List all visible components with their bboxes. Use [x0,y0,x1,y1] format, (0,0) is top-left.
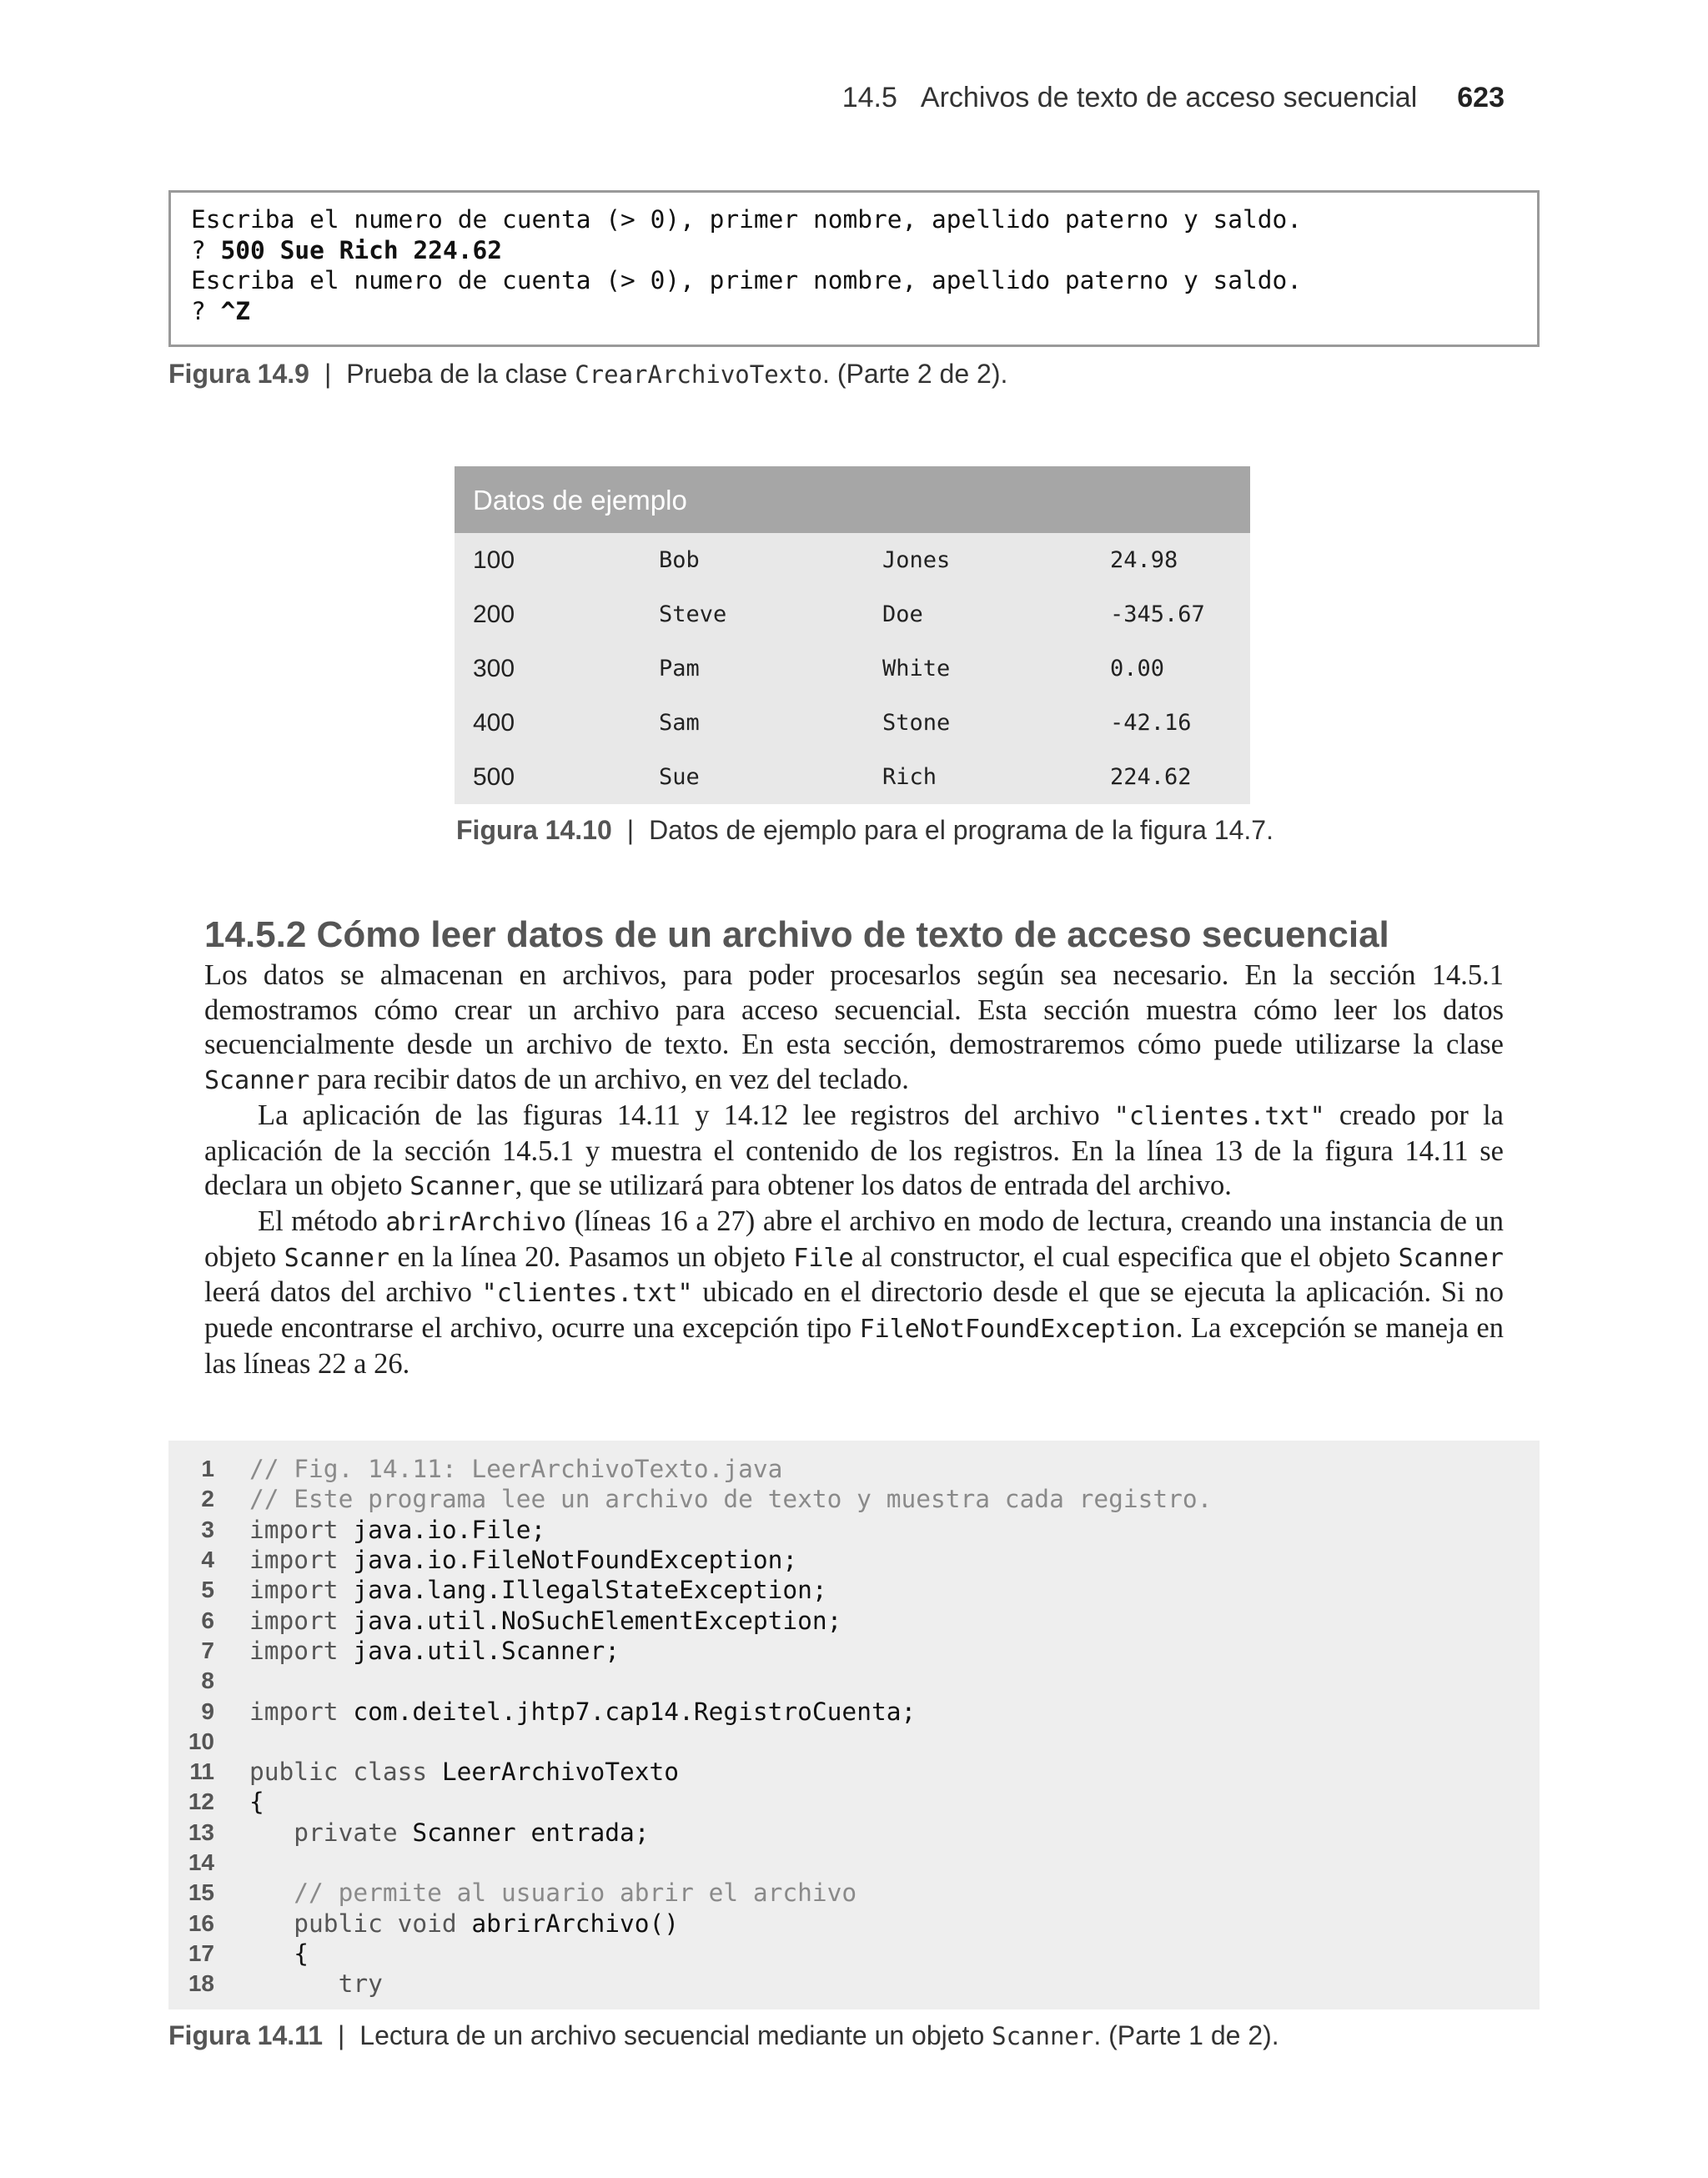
code-comment: // Este programa lee un archivo de texto y muestra cada registro. [249,1485,1213,1514]
code-line [168,1727,1540,1757]
console-line [191,235,1517,266]
code-keyword: import [249,1546,339,1575]
code-keyword: public void [249,1909,457,1938]
console-line [191,265,1517,296]
line-number: 5 [201,1577,214,1603]
code-line [168,1696,1540,1726]
caption-code: CrearArchivoTexto [575,360,823,389]
inline-code: Scanner [204,1066,310,1096]
line-number: 1 [201,1456,214,1482]
console-line [191,204,1517,235]
inline-code: "clientes.txt" [1113,1101,1325,1131]
page-number: 623 [1457,82,1505,113]
inline-code: Scanner [284,1243,390,1273]
text-run: Los datos se almacenan en archivos, para poder procesarlos según sea necesario. En la sección 14.5.1 demostramos cómo crear un archivo para acceso secuencial. Esta sección muestra cómo leer los datos secuencialmente desde un archivo de texto. En esta sección, demostraremos cómo puede utilizarse la clase [204,959,1504,1061]
code-rest: java.io.File; [338,1515,546,1544]
code-keyword: import [249,1636,339,1665]
inline-code: abrirArchivo [385,1207,567,1237]
figure-14-10-caption: Figura 14.10 | Datos de ejemplo para el programa de la figura 14.7. [456,815,1273,845]
code-line [168,1818,1540,1848]
code-text [249,1939,309,1968]
table-title: Datos de ejemplo [455,466,1250,533]
code-listing [168,1441,1540,2009]
paragraph [204,1099,1504,1205]
code-rest: { [249,1939,309,1968]
code-rest: java.util.Scanner; [338,1636,620,1665]
table-cell: White [882,656,951,682]
table-row [455,750,1250,804]
code-text [249,1516,545,1544]
line-number: 7 [201,1637,214,1663]
paragraph [204,1205,1504,1382]
table-cell: Stone [882,710,951,736]
text-run: , que se utilizará para obtener los datos de entrada del archivo. [515,1169,1232,1202]
console-line [191,296,1517,327]
code-keyword: import [249,1515,339,1544]
running-head [167,82,1505,114]
code-line [168,1605,1540,1635]
code-line [168,1636,1540,1666]
code-keyword: public class [249,1758,428,1787]
console-prompt: ? [191,296,221,325]
figure-label: Figura 14.11 [168,2020,323,2050]
caption-text: . (Parte 2 de 2). [822,359,1008,389]
inline-code: Scanner [409,1172,515,1202]
table-cell: 0.00 [1110,656,1165,682]
code-text [249,1485,1212,1513]
sample-data-table [455,466,1250,804]
code-text [249,1758,679,1786]
caption-text: Datos de ejemplo para el programa de la figura 14.7. [649,815,1273,845]
code-rest: java.io.FileNotFoundException; [338,1546,798,1575]
table-cell: 400 [473,708,515,737]
code-comment: // Fig. 14.11: LeerArchivoTexto.java [249,1455,783,1484]
table-cell: Jones [882,547,951,573]
paragraph [204,958,1504,1099]
text-run: en la línea 20. Pasamos un objeto [389,1240,794,1273]
code-rest: com.deitel.jhtp7.cap14.RegistroCuenta; [338,1697,917,1726]
figure-label: Figura 14.10 [456,815,612,845]
table-cell: Rich [882,764,937,790]
table-cell: -42.16 [1110,710,1192,736]
text-run: creado por la aplicación de la sección 14.5.1 y muestra el contenido de los registros. En la línea 13 de la figura 14.11 se declara un objeto [204,1099,1504,1202]
text-run: . La excepción se maneja en las líneas 22 a 26. [204,1312,1504,1380]
section-heading: 14.5.2 Cómo leer datos de un archivo de texto de acceso secuencial [204,914,1389,955]
code-rest [249,1879,294,1907]
line-number: 14 [188,1849,214,1875]
text-run: para recibir datos de un archivo, en vez del teclado. [309,1064,909,1096]
code-line [168,1848,1540,1878]
line-number: 11 [189,1758,214,1785]
caption-text: Lectura de un archivo secuencial mediante un objeto [359,2020,992,2050]
code-rest: java.lang.IllegalStateException; [338,1576,827,1605]
line-number: 2 [201,1486,214,1512]
console-user-input: 500 Sue Rich 224.62 [220,235,502,264]
text-run: El método [258,1205,386,1237]
code-line [168,1545,1540,1575]
line-number: 16 [188,1909,214,1936]
code-rest: Scanner entrada; [397,1818,650,1847]
console-line-text: Escriba el numero de cuenta (> 0), primer nombre, apellido paterno y saldo. [191,266,1303,294]
code-line [168,1757,1540,1787]
code-rest: LeerArchivoTexto [427,1758,680,1787]
table-cell: 300 [473,654,515,682]
code-line [168,1515,1540,1545]
code-keyword: private [249,1818,398,1847]
table-row [455,696,1250,750]
line-number: 17 [188,1939,214,1966]
code-keyword: import [249,1697,339,1726]
inline-code: "clientes.txt" [481,1279,693,1309]
table-cell: Pam [659,656,700,682]
table-row [455,533,1250,587]
text-run: La aplicación de las figuras 14.11 y 14.12 lee registros del archivo [258,1099,1114,1131]
line-number: 12 [188,1788,214,1815]
table-cell: Doe [882,601,923,627]
code-line [168,1666,1540,1696]
caption-text: . (Parte 1 de 2). [1093,2020,1279,2050]
console-prompt: ? [191,235,221,264]
code-rest: { [249,1788,264,1817]
line-number: 9 [201,1698,214,1724]
table-cell: Bob [659,547,700,573]
header-section-number: 14.5 [841,82,897,113]
table-cell: 24.98 [1110,547,1178,573]
code-line [168,1575,1540,1605]
figure-14-11-caption: Figura 14.11 | Lectura de un archivo secuencial mediante un objeto Scanner. (Parte 1 de 2). [168,2020,1279,2050]
table-cell: 100 [473,546,515,574]
code-line [168,1908,1540,1938]
figure-label: Figura 14.9 [168,359,309,389]
code-text [249,1607,841,1635]
console-output-box [168,190,1540,347]
table-cell: 500 [473,762,515,791]
console-line-text: Escriba el numero de cuenta (> 0), primer nombre, apellido paterno y saldo. [191,205,1303,234]
text-run: al constructor, el cual especifica que el objeto [853,1240,1399,1273]
table-cell: Sam [659,710,700,736]
table-row [455,641,1250,696]
figure-14-9-caption: Figura 14.9 | Prueba de la clase CrearArchivoTexto. (Parte 2 de 2). [168,359,1008,389]
table-cell: Sue [659,764,700,790]
code-text [249,1969,383,1998]
body-text [204,958,1504,1381]
line-number: 8 [201,1667,214,1694]
code-text [249,1698,916,1726]
code-line [168,1484,1540,1514]
table-cell: 200 [473,600,515,628]
line-number: 15 [188,1879,214,1906]
code-rest: abrirArchivo() [456,1909,680,1938]
line-number: 3 [201,1516,214,1542]
text-run: ubicado en el directorio desde el que se ejecuta la aplicación. Si no puede encontrarse el archivo, ocurre una excepción tipo [204,1276,1504,1345]
table-cell: Steve [659,601,727,627]
inline-code: FileNotFoundException [859,1315,1176,1345]
code-text [249,1455,782,1483]
code-keyword: import [249,1576,339,1605]
code-line [168,1939,1540,1969]
inline-code: File [793,1243,854,1273]
table-cell: -345.67 [1110,601,1205,627]
text-run: leerá datos del archivo [204,1276,482,1309]
code-text [249,1637,620,1665]
caption-text: Prueba de la clase [346,359,575,389]
text-run: (líneas 16 a 27) abre el archivo en modo de lectura, creando una instancia de un objeto [204,1205,1504,1273]
code-line [168,1454,1540,1484]
line-number: 6 [201,1607,214,1633]
code-rest: java.util.NoSuchElementException; [338,1606,842,1635]
code-line [168,1969,1540,1999]
console-user-input: ^Z [220,296,251,325]
caption-code: Scanner [992,2022,1094,2050]
code-text [249,1788,264,1816]
code-text [249,1576,827,1604]
line-number: 4 [201,1547,214,1573]
code-text [249,1909,679,1938]
header-title: Archivos de texto de acceso secuencial [920,82,1418,113]
line-number: 10 [188,1728,214,1754]
code-keyword: try [249,1969,383,1999]
code-text [249,1879,857,1907]
table-row [455,587,1250,641]
table-cell: 224.62 [1110,764,1192,790]
code-keyword: import [249,1606,339,1635]
code-line [168,1878,1540,1908]
code-text [249,1546,797,1574]
line-number: 18 [188,1970,214,1997]
code-line [168,1787,1540,1817]
line-number: 13 [188,1818,214,1845]
inline-code: Scanner [1398,1243,1504,1273]
code-comment: // permite al usuario abrir el archivo [294,1879,857,1908]
code-text [249,1818,650,1847]
